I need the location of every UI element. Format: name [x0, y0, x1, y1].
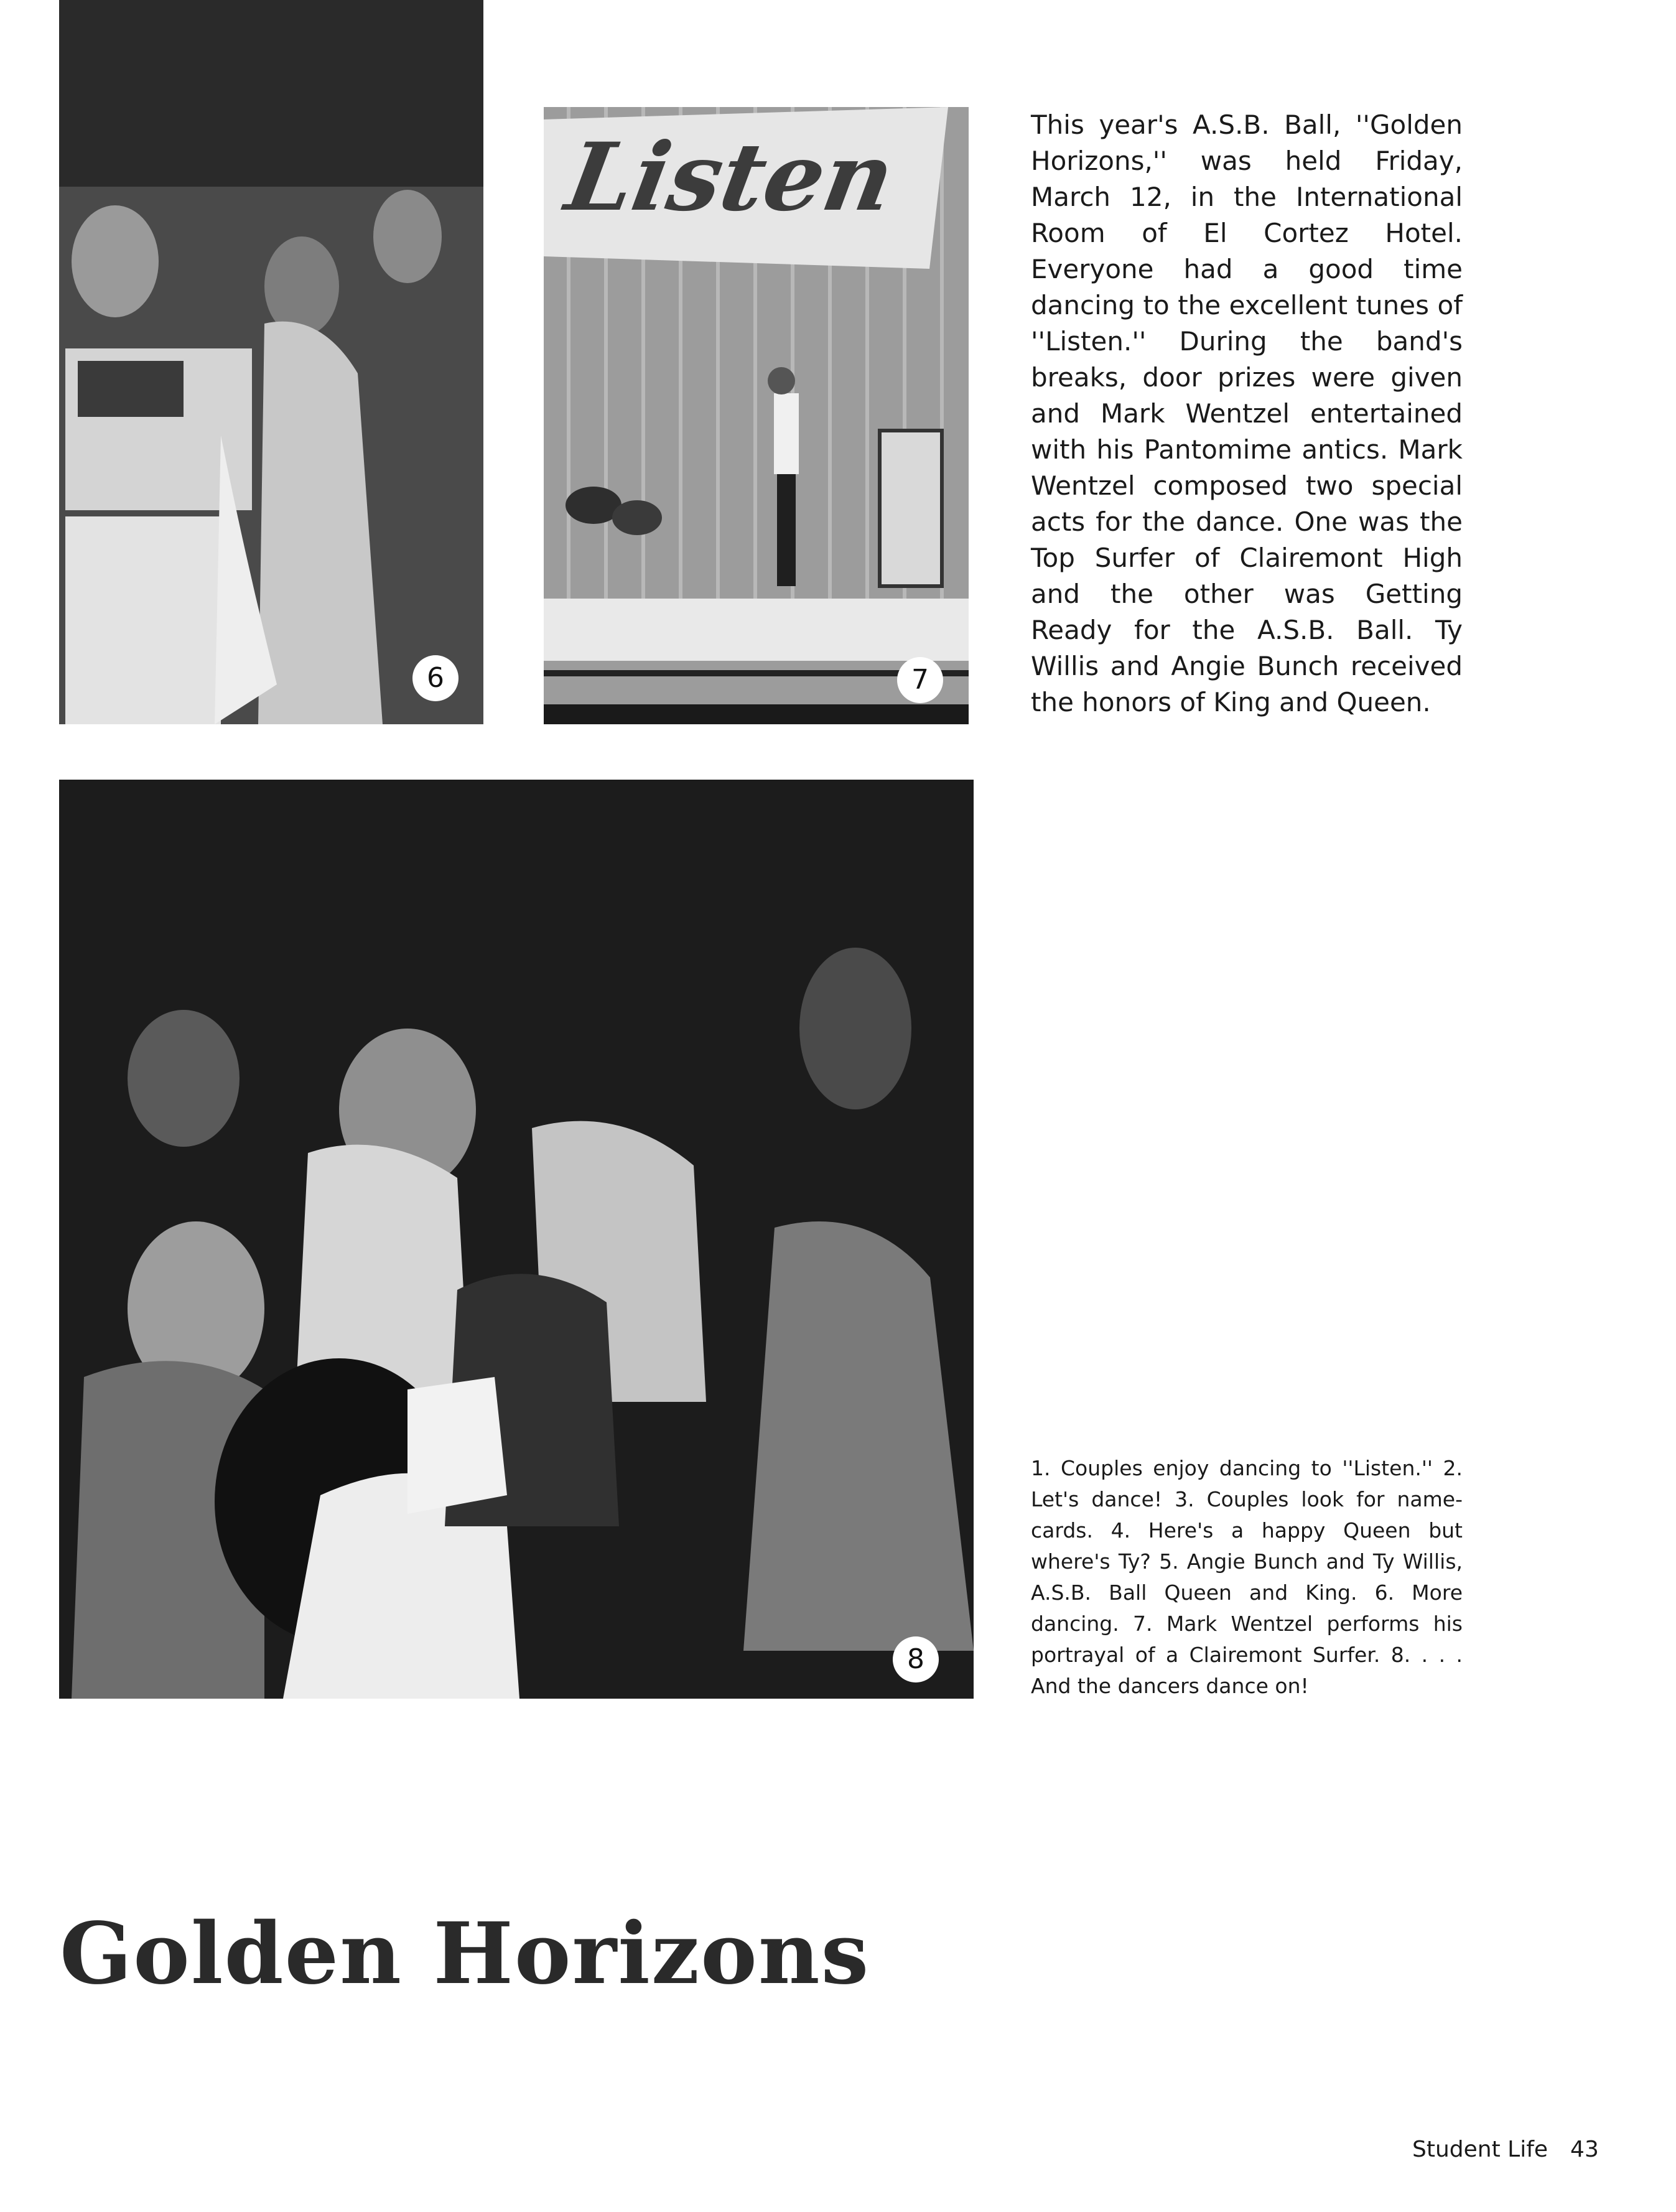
photo-6-number: 6 [412, 655, 459, 701]
photo-6 [59, 0, 483, 724]
page-headline: Golden Horizons [60, 1904, 870, 2004]
page-number: 43 [1570, 2137, 1599, 2162]
photo-7-number: 7 [897, 657, 943, 703]
photo-6-image [59, 0, 483, 724]
banner-text: Listen [559, 123, 902, 232]
footer-section: Student Life [1412, 2137, 1548, 2162]
photo-8-number: 8 [893, 1636, 939, 1682]
article-body: This year's A.S.B. Ball, ''Golden Horizons,'' was held Friday, March 12, in the International Room of El Cortez Hotel. Everyone had a good time dancing to the excellent tunes of ''Listen.'' During the band's breaks, door prizes were given and Mark Wentzel entertained with his Pantomime antics. Mark Wentzel composed two special acts for the dance. One was the Top Surfer of Clairemont High and the other was Getting Ready for the A.S.B. Ball. Ty Willis and Angie Bunch received the honors of King and Queen. [1031, 110, 1463, 717]
photo-8-image [59, 780, 974, 1699]
photo-7 [544, 107, 969, 724]
photo-8 [59, 780, 974, 1699]
page-footer [1412, 2137, 1599, 2162]
photo-captions: 1. Couples enjoy dancing to ''Listen.'' 2. Let's dance! 3. Couples look for name-cards. 4. Here's a happy Queen but where's Ty? 5. Angie Bunch and Ty Willis, A.S.B. Ball Queen and King. 6. More dancing. 7. Mark Wentzel performs his portrayal of a Clairemont Surfer. 8. . . . And the dancers dance on! [1031, 1456, 1463, 1698]
